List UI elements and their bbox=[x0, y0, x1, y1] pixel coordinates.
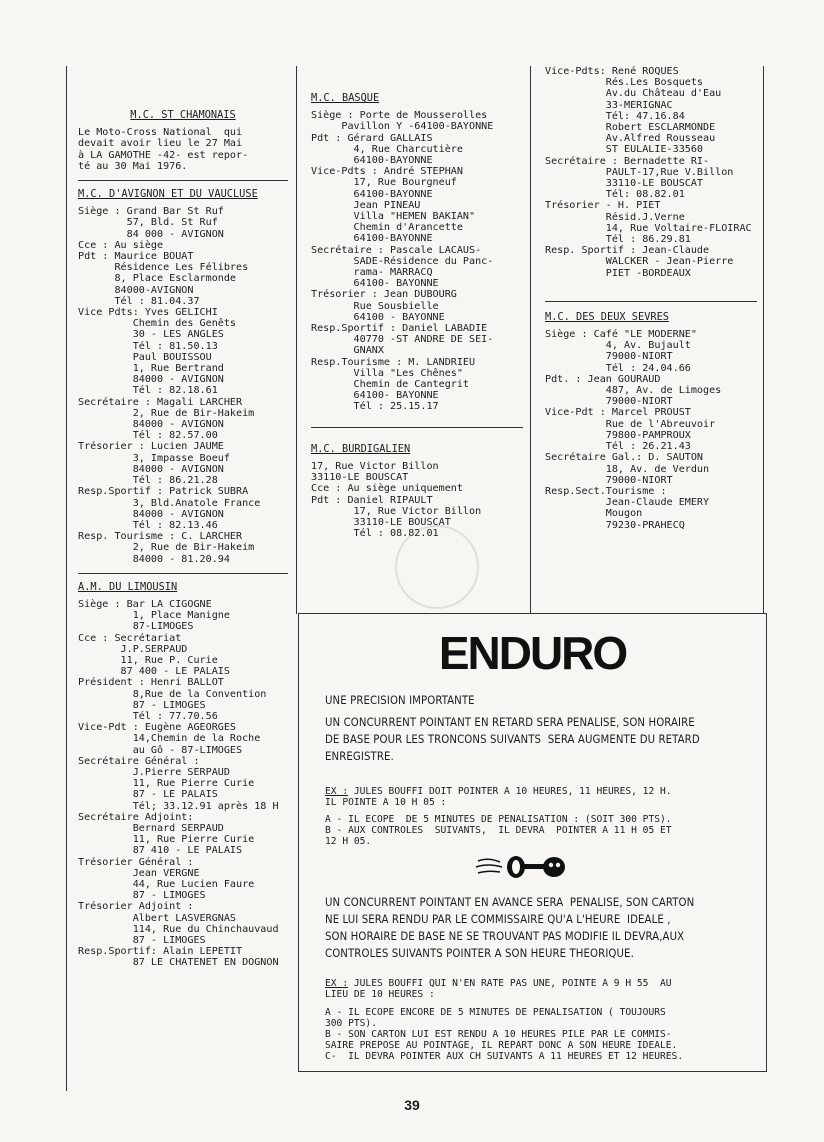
bordeaux-entry: Resp. Sportif : Jean-Claude WALCKER - Jean-Pierre PIET -BORDEAUX bbox=[545, 245, 734, 279]
limousin-entry: Vice-Pdt : Eugène AGEORGES 14,Chemin de la Roche au Gô - 87-LIMOGES bbox=[78, 722, 261, 756]
separator bbox=[311, 427, 523, 428]
avignon-entry: Trésorier : Lucien JAUME 3, Impasse Boeuf 84000 - AVIGNON Tél : 86.21.28 bbox=[78, 441, 230, 487]
column-rule-2 bbox=[296, 66, 297, 614]
bordeaux-entry: Secrétaire : Bernadette RI- PAULT-17,Rue V.Billon 33110-LE BOUSCAT Tél: 08.82.01 bbox=[545, 155, 734, 201]
limousin-entry: Trésorier Général : Jean VERGNE 44, Rue Lucien Faure 87 - LIMOGES bbox=[78, 856, 255, 902]
example-text: JULES BOUFFI QUI N'EN RATE PAS UNE, POINTE A 9 H 55 AU LIEU DE 10 HEURES : bbox=[325, 978, 672, 1000]
limousin-entry: Président : Henri BALLOT 8,Rue de la Convention 87 - LIMOGES Tél : 77.70.56 bbox=[78, 677, 267, 722]
enduro-box bbox=[298, 613, 767, 1072]
enduro-heading: UNE PRECISION IMPORTANTE bbox=[325, 694, 475, 707]
separator bbox=[545, 301, 757, 302]
example-label: EX : bbox=[325, 786, 349, 797]
bordeaux-entry: Vice-Pdts: René ROQUES Rés.Les Bosquets Av.du Château d'Eau 33-MERIGNAC Tél: 47.16.84 bbox=[545, 66, 722, 122]
basque-title: M.C. BASQUE bbox=[311, 92, 380, 104]
avignon-entry: Paul BOUISSOU 1, Rue Bertrand 84000 - AVIGNON Tél : 82.18.61 bbox=[132, 351, 224, 397]
avignon-entry: Resp. Tourisme : C. LARCHER 2, Rue de Bir-Hakeim 84000 - 81.20.94 bbox=[78, 531, 255, 565]
example-text: JULES BOUFFI DOIT POINTER A 10 HEURES, 11 HEURES, 12 H. IL POINTE A 10 H 05 : bbox=[325, 786, 672, 808]
basque-entry: Trésorier : Jean DUBOURG Rue Sousbielle 64100 - BAYONNE bbox=[311, 289, 457, 323]
basque-entry: Pdt : Gérard GALLAIS 4, Rue Charcutière 64100-BAYONNE bbox=[311, 132, 463, 167]
deux-sevres-entry: Siège : Café "LE MODERNE" 4, Av. Bujault 79000-NIORT Tél : 24.04.66 bbox=[545, 329, 697, 374]
bordeaux-entry: Robert ESCLARMONDE Av.Alfred Rousseau ST EULALIE-33560 bbox=[605, 122, 716, 156]
deux-sevres-entry: Pdt. : Jean GOURAUD 487, Av. de Limoges 79000-NIORT bbox=[545, 373, 722, 408]
deux-sevres-title: M.C. DES DEUX SEVRES bbox=[545, 310, 669, 323]
avignon-entry: Vice Pdts: Yves GELICHI Chemin des Genêts 30 - LES ANGLES Tél : 81.50.13 bbox=[78, 307, 237, 352]
basque-entry: Resp.Sportif : Daniel LABADIE 40770 -ST ANDRE DE SEI- GNANX bbox=[311, 323, 494, 357]
enduro-para-2: UN CONCURRENT POINTANT EN AVANCE SERA PENALISE, SON CARTON NE LUI SERA RENDU PAR LE COMMISSAIRE QU'A L'HEURE IDEALE , SON HORAIRE DE BASE NE SE TROUVANT PAS MODIFIE IL DEVRA,AUX CONTROLES SUIVANTS POINTER A SON HEURE THEORIQUE. bbox=[325, 896, 695, 960]
enduro-example-2 bbox=[325, 978, 755, 1000]
enduro-example-1 bbox=[325, 786, 755, 808]
enduro-para-1: UN CONCURRENT POINTANT EN RETARD SERA PENALISE, SON HORAIRE DE BASE POUR LES TRONCONS SUIVANTS SERA AUGMENTE DU RETARD ENREGISTRE. bbox=[325, 716, 700, 763]
st-chamonais-title: M.C. ST CHAMONAIS bbox=[130, 109, 236, 121]
deux-sevres-entry: Vice-Pdt : Marcel PROUST Rue de l'Abreuvoir 79800-PAMPROUX Tél : 26.21.43 bbox=[545, 407, 716, 453]
avignon-entry: Resp.Sportif : Patrick SUBRA 3, Bld.Anatole France 84000 - AVIGNON Tél : 82.13.46 bbox=[78, 486, 261, 531]
avignon-title: M.C. D'AVIGNON ET DU VAUCLUSE bbox=[78, 188, 258, 201]
enduro-example-1-items: A - IL ECOPE DE 5 MINUTES DE PENALISATION : (SOIT 300 PTS). B - AUX CONTROLES SUIVANTS, IL DEVRA POINTER A 11 H 05 ET 12 H 05. bbox=[325, 814, 672, 847]
limousin-entry: Secrétaire Général : J.Pierre SERPAUD 11, Rue Pierre Curie 87 - LE PALAIS Tél; 33.12.91 après 18 H bbox=[78, 755, 279, 812]
burdigalien-entry: 17, Rue Victor Billon 33110-LE BOUSCAT bbox=[311, 460, 439, 484]
basque-entry: Secrétaire : Pascale LACAUS- SADE-Résidence du Panc- rama- MARRACQ 64100- BAYONNE bbox=[311, 244, 494, 290]
avignon-entry: Cce : Au siège bbox=[78, 239, 164, 251]
avignon-entry: Pdt : Maurice BOUAT Résidence Les Félibres 8, Place Esclarmonde 84000-AVIGNON Tél : 81.04.37 bbox=[78, 251, 249, 307]
column-1 bbox=[78, 110, 288, 969]
basque-entry: Vice-Pdts : André STEPHAN 17, Rue Bourgneuf 64100-BAYONNE bbox=[311, 166, 463, 200]
burdigalien-title: M.C. BURDIGALIEN bbox=[311, 442, 411, 455]
basque-entry: Jean PINEAU Villa "HEMEN BAKIAN" Chemin d'Arancette 64100-BAYONNE bbox=[353, 199, 476, 245]
basque-entry: Siège : Porte de Mousserolles Pavillon Y -64100-BAYONNE bbox=[311, 110, 494, 133]
st-chamonais-text: Le Moto-Cross National qui devait avoir lieu le 27 Mai à LA GAMOTHE -42- est repor- té au 30 Mai 1976. bbox=[78, 127, 249, 172]
limousin-entry: Trésorier Adjoint : Albert LASVERGNAS 114, Rue du Chinchauvaud 87 - LIMOGES bbox=[78, 901, 279, 947]
column-rule-left bbox=[66, 66, 67, 1091]
basque-entry: Resp.Tourisme : M. LANDRIEU Villa "Les Chênes" Chemin de Cantegrit 64100- BAYONNE Tél : 25.15.17 bbox=[311, 356, 476, 413]
stamp-mark bbox=[395, 525, 479, 609]
motorcycle-helmet-icon bbox=[474, 852, 574, 882]
separator bbox=[78, 180, 288, 181]
column-rule-3 bbox=[530, 66, 531, 614]
avignon-entry: Siège : Grand Bar St Ruf 57, Bld. St Ruf 84 000 - AVIGNON bbox=[78, 206, 224, 240]
limousin-entry: Siège : Bar LA CIGOGNE 1, Place Manigne 87-LIMOGES bbox=[78, 598, 230, 633]
burdigalien-entry: Cce : Au siège uniquement bbox=[311, 483, 463, 495]
limousin-entry: Secrétaire Adjoint: Bernard SERPAUD 11, Rue Pierre Curie 87 410 - LE PALAIS bbox=[78, 811, 255, 857]
example-label: EX : bbox=[325, 978, 349, 989]
deux-sevres-entry: Secrétaire Gal.: D. SAUTON 18, Av. de Verdun 79000-NIORT bbox=[545, 452, 710, 486]
enduro-example-2-items: A - IL ECOPE ENCORE DE 5 MINUTES DE PENALISATION ( TOUJOURS 300 PTS). B - SON CARTON LUI EST RENDU A 10 HEURES PILE PAR LE COMMIS- SAIRE PREPOSE AU POINTAGE, IL REPART DONC A SON HEURE IDEALE. C- IL DEVRA POINTER AUX CH SUIVANTS A 11 HEURES ET 12 HEURES. bbox=[325, 1007, 684, 1062]
column-2 bbox=[311, 93, 523, 539]
burdigalien-entry: Pdt : Daniel RIPAULT 17, Rue Victor Billon 33110-LE BOUSCAT Tél : 08.82.01 bbox=[311, 494, 482, 540]
column-3 bbox=[545, 66, 757, 531]
limousin-entry: Cce : Secrétariat J.P.SERPAUD 11, Rue P. Curie 87 400 - LE PALAIS bbox=[78, 632, 230, 678]
bordeaux-entry: Trésorier - H. PIET Résid.J.Verne 14, Rue Voltaire-FLOIRAC Tél : 86.29.81 bbox=[545, 200, 752, 246]
avignon-entry: Secrétaire : Magali LARCHER 2, Rue de Bir-Hakeim 84000 - AVIGNON Tél : 82.57.00 bbox=[78, 396, 255, 442]
separator bbox=[78, 573, 288, 574]
page-number: 39 bbox=[404, 1097, 420, 1113]
column-rule-right bbox=[763, 66, 764, 614]
limousin-entry: Resp.Sportif: Alain LEPETIT 87 LE CHATENET EN DOGNON bbox=[78, 946, 279, 969]
enduro-title: ENDURO bbox=[438, 627, 627, 679]
limousin-title: A.M. DU LIMOUSIN bbox=[78, 580, 178, 593]
deux-sevres-entry: Resp.Sect.Tourisme : Jean-Claude EMERY Mougon 79230-PRAHECQ bbox=[545, 485, 710, 531]
